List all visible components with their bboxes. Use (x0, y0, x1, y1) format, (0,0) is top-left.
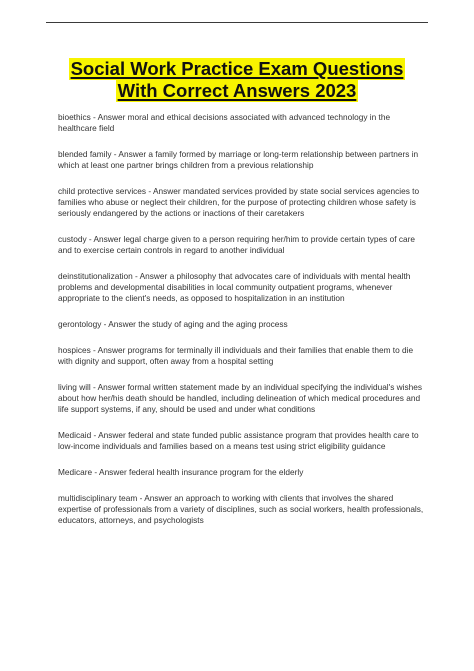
entry-medicaid: Medicaid - Answer federal and state funded public assistance program that provides health care to low-income individuals and families based on a means test using strict eligibility guidance (58, 430, 419, 451)
entry-living-will: living will - Answer formal written statement made by an individual specifying the individual's wishes about how her/his death should be handled, including delineation of which medical procedures and life support systems, if any, should be used and under what conditions (58, 382, 423, 414)
entry-gerontology: gerontology - Answer the study of aging and the aging process (58, 319, 288, 329)
definition-list (58, 112, 424, 541)
entry-medicare: Medicare - Answer federal health insurance program for the elderly (58, 467, 304, 477)
document-title (44, 58, 430, 102)
entry-child-protective-services: child protective services - Answer mandated services provided by state social services agencies to families who abuse or neglect their children, for the purpose of protecting children whose safety is seriously endangered by the actions or inactions of their caretakers (58, 186, 420, 218)
entry-deinstitutionalization: deinstitutionalization - Answer a philosophy that advocates care of individuals with mental health problems and developmental disabilities in local community outpatient programs, whenever appropriate to the client's needs, as opposed to hospitalization in an institution (58, 271, 411, 303)
entry-hospices: hospices - Answer programs for terminally ill individuals and their families that enable them to die with dignity and support, often away from a hospital setting (58, 345, 414, 366)
title-line-2: With Correct Answers 2023 (117, 80, 357, 101)
entry-bioethics: bioethics - Answer moral and ethical decisions associated with advanced technology in the healthcare field (58, 112, 391, 133)
entry-custody: custody - Answer legal charge given to a person requiring her/him to provide certain types of care and to exercise certain controls in regard to another individual (58, 234, 415, 255)
top-divider (46, 22, 428, 23)
entry-multidisciplinary-team: multidisciplinary team - Answer an approach to working with clients that involves the shared expertise of professionals from a variety of disciplines, such as social workers, health professionals, educators, attorneys, and psychologists (58, 493, 424, 525)
entry-blended-family: blended family - Answer a family formed by marriage or long-term relationship between partners in which at least one partner brings children from a previous relationship (58, 149, 419, 170)
title-line-1: Social Work Practice Exam Questions (70, 58, 404, 79)
